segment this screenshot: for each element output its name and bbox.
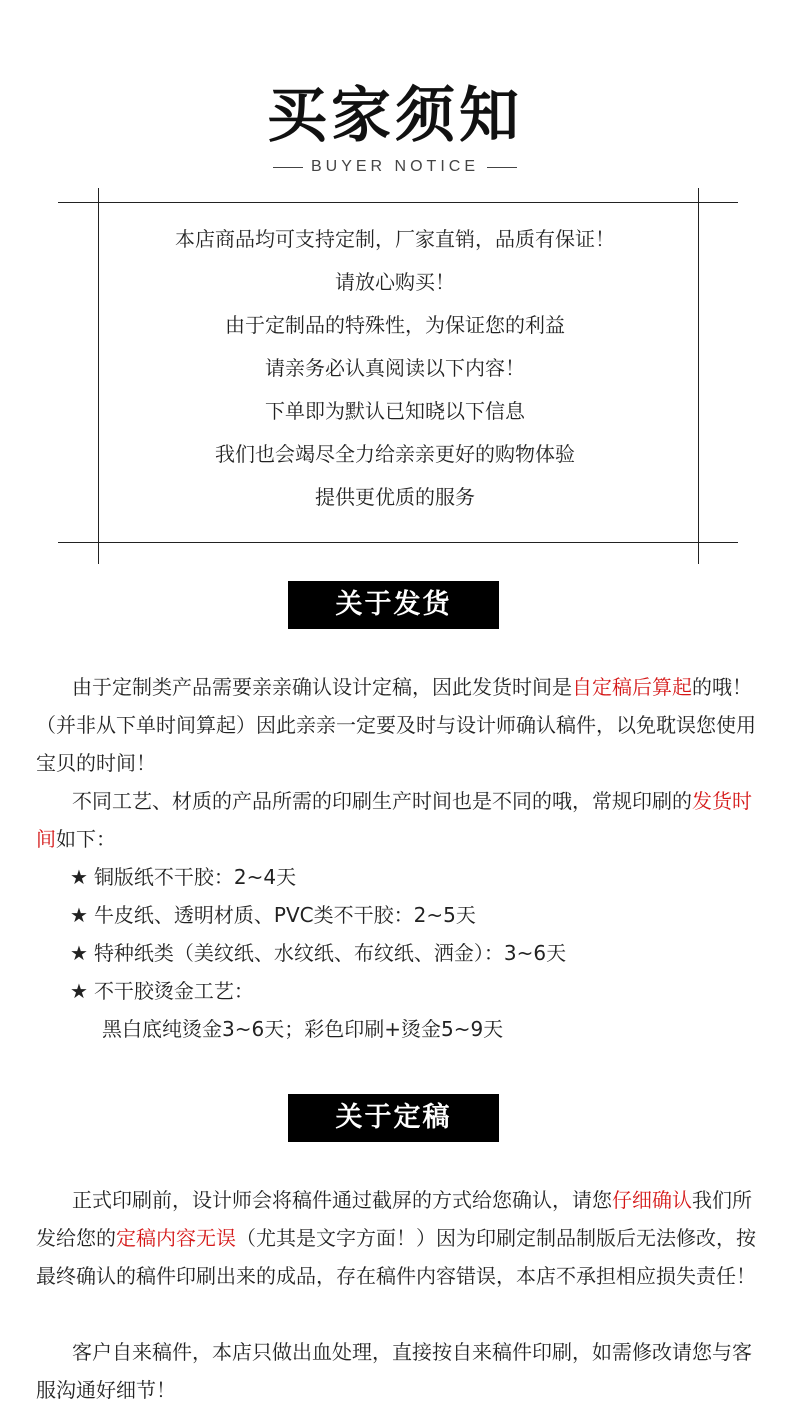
list-item xyxy=(70,896,770,934)
star-icon: ★ xyxy=(70,903,88,927)
star-icon: ★ xyxy=(70,941,88,965)
notice-line: 请放心购买！ xyxy=(335,270,455,294)
subtitle-dash-right xyxy=(487,167,517,168)
list-item xyxy=(70,934,770,972)
proof-p1-text-b: 我们所发给您的 xyxy=(36,1188,752,1250)
list-item-text: 特种纸类（美纹纸、水纹纸、布纹纸、洒金）：3~6天 xyxy=(93,941,567,965)
star-icon: ★ xyxy=(70,979,88,1003)
list-sub-item: 黑白底纯烫金3~6天；彩色印刷+烫金5~9天 xyxy=(102,1017,504,1041)
proof-p1-highlight-2: 定稿内容无误 xyxy=(116,1226,236,1250)
star-icon: ★ xyxy=(70,865,88,889)
shipping-p1-text-a: 由于定制类产品需要亲亲确认设计定稿，因此发货时间是 xyxy=(72,675,572,699)
proof-paragraph-2 xyxy=(36,1333,766,1409)
notice-text-block xyxy=(0,218,790,519)
subtitle-text: BUYER NOTICE xyxy=(310,158,479,175)
notice-line: 请亲务必认真阅读以下内容！ xyxy=(265,356,525,380)
shipping-p2-text-b: 如下： xyxy=(56,827,116,851)
proof-p2-text: 客户自来稿件，本店只做出血处理，直接按自来稿件印刷，如需修改请您与客服沟通好细节！ xyxy=(36,1340,752,1402)
subtitle-dash-left xyxy=(273,167,303,168)
frame-top-line xyxy=(58,202,738,203)
proof-heading: 关于定稿 xyxy=(288,1094,499,1142)
frame-bottom-line xyxy=(58,542,738,543)
notice-line: 下单即为默认已知晓以下信息 xyxy=(265,399,525,423)
page-title: 买家须知 xyxy=(267,81,523,151)
shipping-p2-text-a: 不同工艺、材质的产品所需的印刷生产时间也是不同的哦，常规印刷的 xyxy=(72,789,692,813)
shipping-p1-highlight: 自定稿后算起 xyxy=(572,675,692,699)
page-subtitle xyxy=(0,156,790,178)
notice-line: 由于定制品的特殊性，为保证您的利益 xyxy=(225,313,565,337)
proof-p1-highlight-1: 仔细确认 xyxy=(612,1188,692,1212)
shipping-time-list xyxy=(70,858,770,1048)
shipping-p1-text-b: 的哦！（并非从下单时间算起）因此亲亲一定要及时与设计师确认稿件，以免耽误您使用宝贝的时间！ xyxy=(36,675,756,775)
notice-line: 我们也会竭尽全力给亲亲更好的购物体验 xyxy=(215,442,575,466)
proof-p1-text-c: （尤其是文字方面！）因为印刷定制品制版后无法修改，按最终确认的稿件印刷出来的成品，存在稿件内容错误，本店不承担相应损失责任！ xyxy=(36,1226,756,1288)
proof-paragraph-1 xyxy=(36,1181,766,1295)
shipping-paragraph-2 xyxy=(36,782,766,858)
proof-p1-text-a: 正式印刷前，设计师会将稿件通过截屏的方式给您确认，请您 xyxy=(72,1188,612,1212)
shipping-paragraph-1 xyxy=(36,668,766,782)
list-item xyxy=(70,972,770,1010)
list-item-text: 铜版纸不干胶：2~4天 xyxy=(93,865,297,889)
notice-line: 提供更优质的服务 xyxy=(315,485,475,509)
list-item-text: 牛皮纸、透明材质、PVC类不干胶：2~5天 xyxy=(93,903,476,927)
shipping-heading: 关于发货 xyxy=(288,581,499,629)
list-item xyxy=(70,858,770,896)
notice-line: 本店商品均可支持定制，厂家直销，品质有保证！ xyxy=(175,227,615,251)
shipping-p2-highlight: 发货时间 xyxy=(36,789,752,851)
list-item-text: 不干胶烫金工艺： xyxy=(93,979,254,1003)
